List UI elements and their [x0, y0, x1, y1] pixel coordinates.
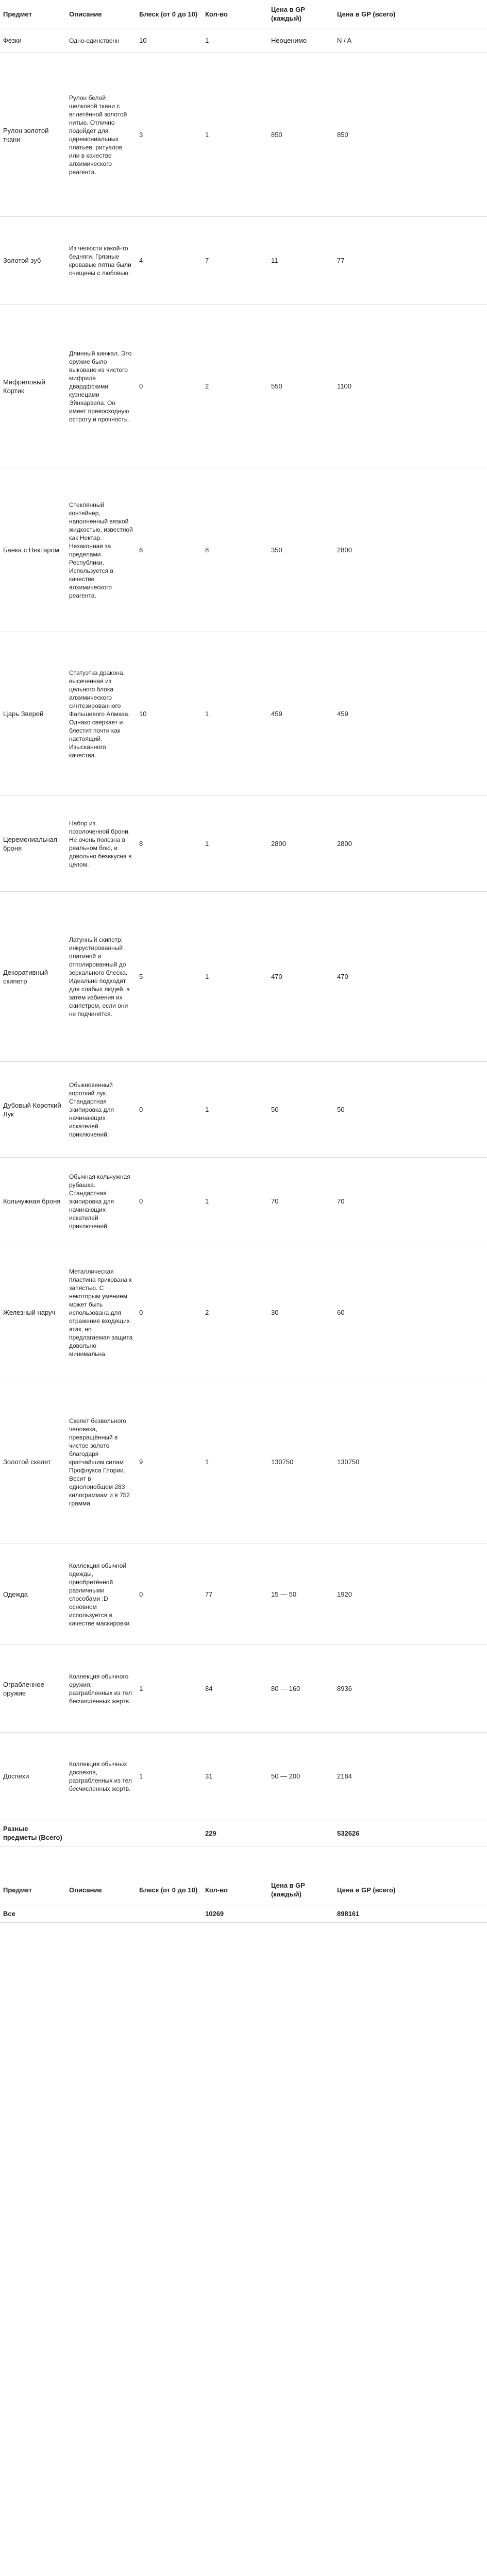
totals-header-price-each: Цена в GP (каждый)	[268, 1875, 334, 1905]
item-price-total: 470	[334, 892, 487, 1062]
item-description: Металлическая пластина прикована к запястью. С некоторым умением может быть использована для отражения входящих атак, но предлагаемая защита довольно минимальна.	[66, 1245, 136, 1380]
item-description: Коллекция обычной одежды, приобретённой различными способами :D основном используется в качестве маскировки.	[66, 1544, 136, 1645]
item-name: Церемониальная броня	[0, 796, 66, 892]
item-price-each: 30	[268, 1245, 334, 1380]
item-shine: 0	[136, 304, 202, 468]
header-quantity: Кол-во	[202, 0, 268, 28]
item-shine: 10	[136, 632, 202, 796]
item-shine: 0	[136, 1544, 202, 1645]
item-description: Стеклянный контейнер, наполненный вязкой жидкостью, известной как Нектар. Незаконная за пределами Республики. Используется в качестве алхимического реагента.	[66, 468, 136, 632]
item-name: Одежда	[0, 1544, 66, 1645]
item-quantity: 1	[202, 28, 268, 53]
summary-total: 532626	[334, 1820, 487, 1846]
item-price-each: 80 — 160	[268, 1645, 334, 1733]
item-price-total: 130750	[334, 1380, 487, 1544]
item-name: Декоративный скипетр	[0, 892, 66, 1062]
item-shine: 8	[136, 796, 202, 892]
table-row	[0, 304, 487, 468]
item-price-each: 130750	[268, 1380, 334, 1544]
item-price-total: 70	[334, 1158, 487, 1245]
item-quantity: 7	[202, 217, 268, 304]
item-quantity: 2	[202, 1245, 268, 1380]
table-row	[0, 217, 487, 304]
header-description: Описание	[66, 0, 136, 28]
header-price-each: Цена в GP (каждый)	[268, 0, 334, 28]
item-price-each: 470	[268, 892, 334, 1062]
table-row	[0, 1380, 487, 1544]
item-shine: 9	[136, 1380, 202, 1544]
item-price-total: 2184	[334, 1733, 487, 1820]
item-shine: 0	[136, 1245, 202, 1380]
item-price-each: 50 — 200	[268, 1733, 334, 1820]
item-price-total: 8936	[334, 1645, 487, 1733]
item-description: Рулон белой шелковой ткани с вплетённой золотой нитью. Отлично подойдёт для церемониальных платьев, ритуалов или в качестве алхимического реагента.	[66, 53, 136, 217]
item-quantity: 84	[202, 1645, 268, 1733]
item-description: Коллекция обычных доспехов, разграбленных из тел бесчисленных жертв.	[66, 1733, 136, 1820]
item-price-each: Неоценимо	[268, 28, 334, 53]
item-price-total: 77	[334, 217, 487, 304]
item-description: Из челюсти какой-то бедняги. Грязные кровавые пятна были очищены с любовью.	[66, 217, 136, 304]
table-row	[0, 1062, 487, 1158]
item-name: Мифриловый Кортик	[0, 304, 66, 468]
grand-total-total: 898161	[334, 1905, 487, 1923]
item-quantity: 31	[202, 1733, 268, 1820]
table-row	[0, 796, 487, 892]
totals-header-quantity: Кол-во	[202, 1875, 268, 1905]
header-item: Предмет	[0, 0, 66, 28]
item-price-each: 70	[268, 1158, 334, 1245]
item-description: Одно-единственн	[66, 28, 136, 53]
item-shine: 1	[136, 1733, 202, 1820]
item-quantity: 1	[202, 1062, 268, 1158]
item-price-total: 1100	[334, 304, 487, 468]
item-name: Фезки	[0, 28, 66, 53]
item-name: Золотой скелет	[0, 1380, 66, 1544]
item-description: Обыкновенный короткий лук. Стандартная экипировка для начинающих искателей приключений.	[66, 1062, 136, 1158]
table-gap	[0, 1846, 487, 1875]
item-price-total: 850	[334, 53, 487, 217]
header-price-total: Цена в GP (всего)	[334, 0, 487, 28]
item-price-total: 1920	[334, 1544, 487, 1645]
item-name: Железный наруч	[0, 1245, 66, 1380]
grand-total-desc	[66, 1905, 136, 1923]
item-price-each: 550	[268, 304, 334, 468]
item-name: Ограбленное оружие	[0, 1645, 66, 1733]
table-row	[0, 1733, 487, 1820]
item-shine: 3	[136, 53, 202, 217]
item-quantity: 1	[202, 53, 268, 217]
totals-table	[0, 1875, 487, 1923]
grand-total-price	[268, 1905, 334, 1923]
header-shine: Блеск (от 0 до 10)	[136, 0, 202, 28]
table-row	[0, 468, 487, 632]
item-description: Набор из позолоченной брони. Не очень полезна в реальном бою, и довольно безвкусна в целом.	[66, 796, 136, 892]
table-row	[0, 53, 487, 217]
grand-total-shine	[136, 1905, 202, 1923]
summary-quantity: 229	[202, 1820, 268, 1846]
item-price-total: 50	[334, 1062, 487, 1158]
item-quantity: 1	[202, 892, 268, 1062]
item-shine: 4	[136, 217, 202, 304]
item-description: Длинный кинжал. Это оружие было выковано из чистого мифрила двардфскими кузнецами Эйнхарвела. Он имеет превосходную остроту и прочность.	[66, 304, 136, 468]
table-row	[0, 1245, 487, 1380]
item-description: Обычная кольчужная рубашка. Стандартная экипировка для начинающих искателей приключений.	[66, 1158, 136, 1245]
totals-header-row	[0, 1875, 487, 1905]
item-shine: 1	[136, 1645, 202, 1733]
item-price-total: 2800	[334, 468, 487, 632]
item-price-each: 350	[268, 468, 334, 632]
item-quantity: 1	[202, 1380, 268, 1544]
grand-total-label: Все	[0, 1905, 66, 1923]
item-price-each: 50	[268, 1062, 334, 1158]
item-name: Золотой зуб	[0, 217, 66, 304]
item-price-each: 11	[268, 217, 334, 304]
item-price-total: 2800	[334, 796, 487, 892]
table-row	[0, 892, 487, 1062]
totals-header-price-total: Цена в GP (всего)	[334, 1875, 487, 1905]
item-price-total: 459	[334, 632, 487, 796]
header-row	[0, 0, 487, 28]
table-row	[0, 1158, 487, 1245]
item-price-each: 15 — 50	[268, 1544, 334, 1645]
item-price-total: N / A	[334, 28, 487, 53]
item-quantity: 1	[202, 796, 268, 892]
item-name: Банка с Нектаром	[0, 468, 66, 632]
table-row	[0, 632, 487, 796]
item-name: Дубовый Короткий Лук	[0, 1062, 66, 1158]
item-shine: 6	[136, 468, 202, 632]
totals-header-shine: Блеск (от 0 до 10)	[136, 1875, 202, 1905]
summary-row	[0, 1820, 487, 1846]
item-quantity: 1	[202, 632, 268, 796]
item-name: Рулон золотой ткани	[0, 53, 66, 217]
item-price-each: 850	[268, 53, 334, 217]
item-name: Доспехи	[0, 1733, 66, 1820]
item-quantity: 1	[202, 1158, 268, 1245]
grand-total-quantity: 10269	[202, 1905, 268, 1923]
summary-shine	[136, 1820, 202, 1846]
summary-label: Разные предметы (Всего)	[0, 1820, 66, 1846]
item-description: Коллекция обычного оружия, разграбленных из тел бесчисленных жертв.	[66, 1645, 136, 1733]
item-name: Кольчужная броня	[0, 1158, 66, 1245]
item-quantity: 2	[202, 304, 268, 468]
item-description: Скелет безвольного человека, превращённый в чистое золото благодаря кратчайшим силам Профлукса Глории. Весит в однолонобщем 283 килограммам и в 752 грамма.	[66, 1380, 136, 1544]
item-description: Латунный скипетр, инкрустированный платиной и отполированный до зеркального блеска. Идеально подходит для слабых людей, а затем избиения их скипетром, если они не подчинятся.	[66, 892, 136, 1062]
summary-desc	[66, 1820, 136, 1846]
item-description: Статуэтка дракона, высеченная из цельного блока алхимического синтезированного Фальшивого Алмаза. Однако сверкает и блестит почти как настоящий. Изысканного качества.	[66, 632, 136, 796]
item-name: Царь Зверей	[0, 632, 66, 796]
table-row	[0, 28, 487, 53]
item-price-each: 459	[268, 632, 334, 796]
item-shine: 10	[136, 28, 202, 53]
item-price-total: 60	[334, 1245, 487, 1380]
grand-total-row	[0, 1905, 487, 1923]
table-row	[0, 1544, 487, 1645]
table-row	[0, 1645, 487, 1733]
item-quantity: 8	[202, 468, 268, 632]
item-shine: 0	[136, 1158, 202, 1245]
summary-price	[268, 1820, 334, 1846]
item-price-each: 2800	[268, 796, 334, 892]
totals-header-description: Описание	[66, 1875, 136, 1905]
item-shine: 0	[136, 1062, 202, 1158]
item-quantity: 77	[202, 1544, 268, 1645]
totals-header-item: Предмет	[0, 1875, 66, 1905]
item-shine: 5	[136, 892, 202, 1062]
